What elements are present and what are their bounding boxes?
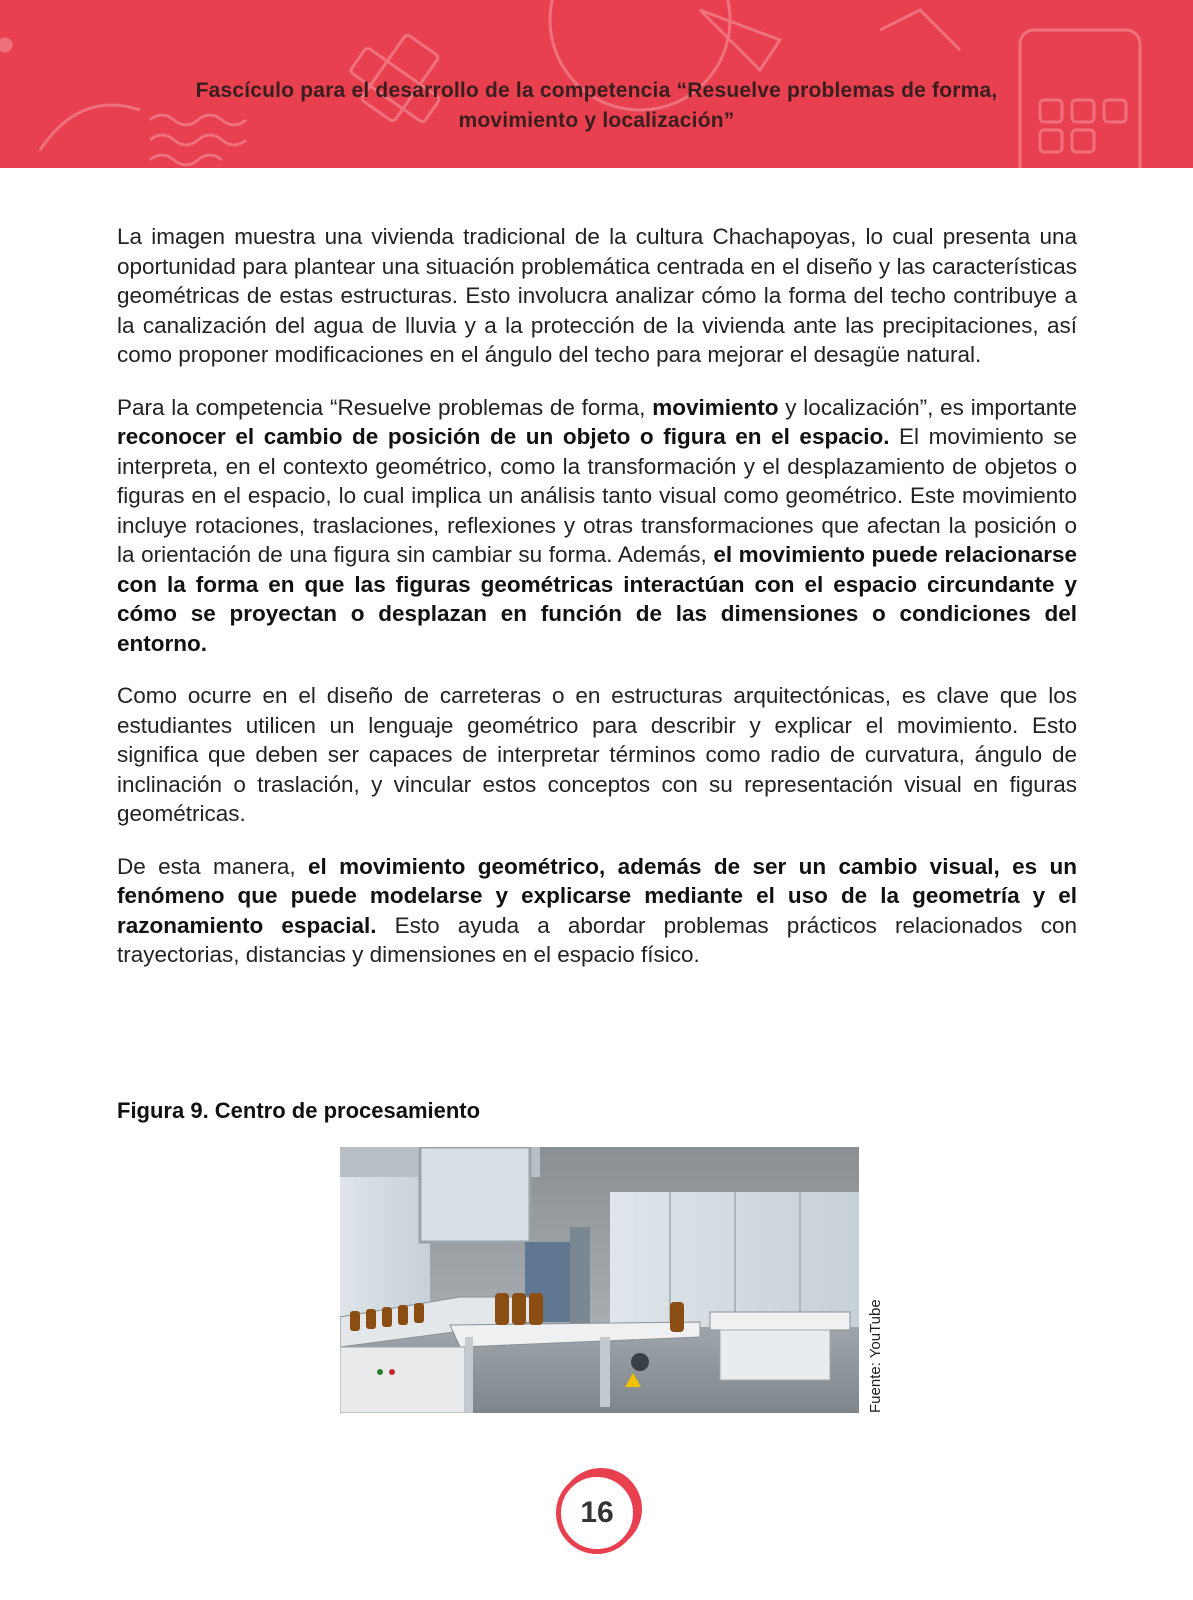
page-header [0, 0, 1193, 168]
paragraph-2 [117, 393, 1077, 659]
header-title-line-1: Fascículo para el desarrollo de la competencia “Resuelve problemas de forma, [195, 79, 998, 102]
figure-caption: Figura 9. Centro de procesamiento [117, 1098, 481, 1123]
paragraph-4 [117, 852, 1077, 970]
bold-text-run: el movimiento geométrico, además de ser un cambio visual, es un fenómeno que puede modelarse y explicarse mediante el uso de la geometría y el razonamiento espacial. [117, 853, 1077, 938]
text-run: Para la competencia “Resuelve problemas de forma, [117, 394, 653, 420]
figure-source-note: Fuente: YouTube [867, 1299, 884, 1413]
page-number: 16 [556, 1472, 638, 1554]
header-title-line-2: movimiento y localización” [458, 109, 735, 132]
text-run: Como ocurre en el diseño de carreteras o en estructuras arquitectónicas, es clave que los estudiantes utilicen un lenguaje geométrico para describir y explicar el movimiento. Esto significa que deben ser capaces de interpretar términos como radio de curvatura, ángulo de inclinación o traslación, y vincular estos conceptos con su representación visual en figuras geométricas. [117, 683, 1077, 826]
text-run: El movimiento se interpreta, en el contexto geométrico, como la transformación y el desplazamiento de objetos o figuras en el espacio, lo cual implica un análisis tanto visual como geométrico. Este movimiento incluye rotaciones, traslaciones, reflexiones y otras transformaciones que afectan la posición o la orientación de una figura sin cambiar su forma. Además, [117, 424, 1078, 567]
bold-text-run: movimiento [652, 394, 779, 420]
text-run: De esta manera, [117, 853, 308, 879]
bold-text-run: el movimiento puede relacionarse con la forma en que las figuras geométricas interactúan con el espacio circundante y cómo se proyectan o desplazan en función de las dimensiones o condiciones del entorno. [117, 542, 1077, 656]
figure-photo-processing-center [340, 1147, 859, 1413]
body-text [117, 222, 1077, 993]
bold-text-run: reconocer el cambio de posición de un objeto o figura en el espacio. [117, 424, 890, 449]
header-title [100, 76, 1093, 136]
text-run: Esto ayuda a abordar problemas prácticos relacionados con trayectorias, distancias y dimensiones en el espacio físico. [117, 912, 1077, 967]
text-run: La imagen muestra una vivienda tradicional de la cultura Chachapoyas, lo cual presenta una oportunidad para plantear una situación problemática centrada en el diseño y las características geométricas de estas estructuras. Esto involucra analizar cómo la forma del techo contribuye a la canalización del agua de lluvia y a la protección de la vivienda ante las precipitaciones, así como proponer modificaciones en el ángulo del techo para mejorar el desagüe natural. [117, 224, 1077, 367]
paragraph-1 [117, 222, 1077, 370]
paragraph-3 [117, 681, 1077, 829]
text-run: y localización”, es importante [778, 394, 1077, 420]
